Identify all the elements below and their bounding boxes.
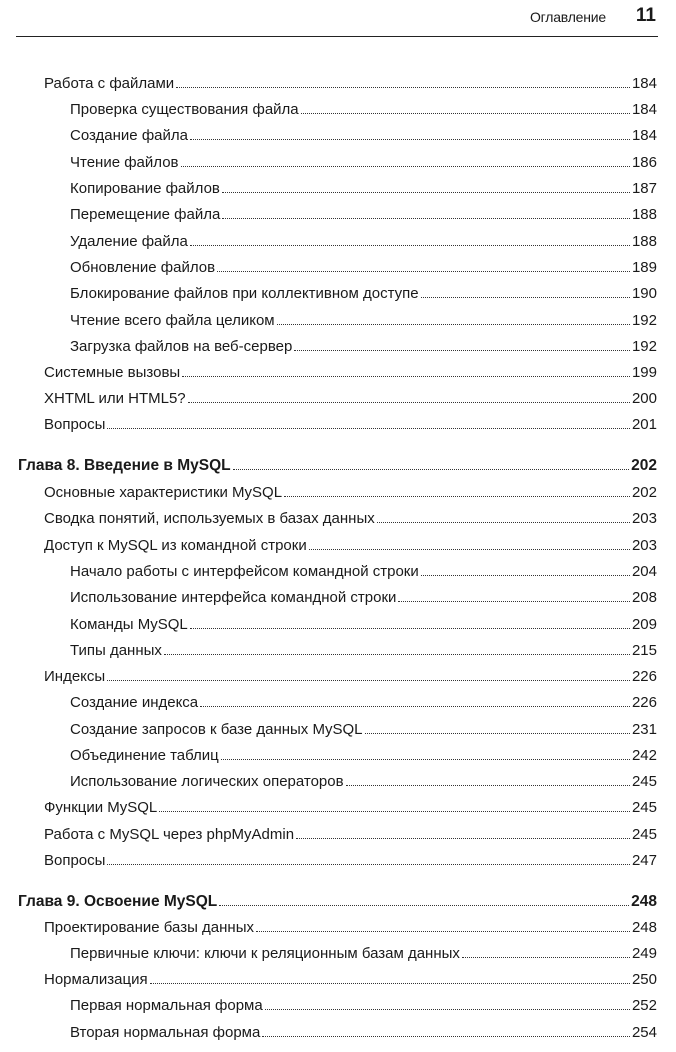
toc-entry-title: Основные характеристики MySQL	[44, 484, 283, 501]
toc-entry-page: 199	[631, 364, 657, 381]
toc-entry-page: 245	[631, 826, 657, 843]
running-header	[16, 0, 658, 37]
toc-entry-title: Создание запросов к базе данных MySQL	[70, 721, 363, 738]
toc-entry-page: 245	[631, 773, 657, 790]
toc-entry-page: 215	[631, 642, 657, 659]
toc-entry[interactable]	[70, 720, 657, 740]
toc-entry[interactable]	[70, 693, 657, 713]
toc-entry[interactable]	[70, 258, 657, 278]
toc-entry[interactable]	[44, 851, 657, 871]
toc-entry-title: Начало работы с интерфейсом командной строки	[70, 563, 419, 580]
toc-entry[interactable]	[70, 615, 657, 635]
toc-entry-page: 184	[631, 75, 657, 92]
dot-leader	[421, 575, 630, 576]
dot-leader	[107, 864, 630, 865]
toc-entry-title: Сводка понятий, используемых в базах данных	[44, 510, 375, 527]
toc-entry-page: 250	[631, 971, 657, 988]
toc-entry-title: Блокирование файлов при коллективном доступе	[70, 285, 419, 302]
toc-entry-page: 208	[631, 589, 657, 606]
toc-entry[interactable]	[70, 772, 657, 792]
toc-entry-page: 192	[631, 338, 657, 355]
toc-entry-title: Функции MySQL	[44, 799, 158, 816]
toc-entry-title: XHTML или HTML5?	[44, 390, 186, 407]
toc-entry-page: 203	[631, 510, 657, 527]
toc-entry-page: 192	[631, 312, 657, 329]
toc-entry-title: Чтение файлов	[70, 154, 179, 171]
dot-leader	[219, 905, 629, 906]
toc-entry-title: Проверка существования файла	[70, 101, 299, 118]
toc-entry-title: Доступ к MySQL из командной строки	[44, 537, 307, 554]
toc-entry-title: Копирование файлов	[70, 180, 220, 197]
toc-entry-title: Перемещение файла	[70, 206, 221, 223]
toc-entry-page: 187	[631, 180, 657, 197]
toc-entry-page: 242	[631, 747, 657, 764]
toc-entry-page: 184	[631, 101, 657, 118]
toc-entry-page: 226	[631, 694, 657, 711]
toc-entry-page: 200	[631, 390, 657, 407]
dot-leader	[190, 628, 630, 629]
toc-entry[interactable]	[44, 363, 657, 383]
toc-entry-title: Первичные ключи: ключи к реляционным базам данных	[70, 945, 460, 962]
toc-entry-page: 188	[631, 233, 657, 250]
toc-entry-title: Вопросы	[44, 852, 106, 869]
dot-leader	[233, 469, 630, 470]
dot-leader	[256, 931, 630, 932]
toc-entry[interactable]	[70, 562, 657, 582]
toc-entry-page: 254	[631, 1024, 657, 1041]
page-number: 11	[635, 5, 656, 26]
toc-entry[interactable]	[70, 232, 657, 252]
toc-entry-title: Команды MySQL	[70, 616, 188, 633]
dot-leader	[190, 245, 630, 246]
dot-leader	[164, 654, 630, 655]
dot-leader	[365, 733, 630, 734]
toc-entry-title: Глава 9. Освоение MySQL	[18, 893, 218, 910]
toc-entry-page: 202	[631, 457, 657, 474]
toc-entry-title: Нормализация	[44, 971, 148, 988]
toc-entry[interactable]	[70, 944, 657, 964]
toc-entry-title: Индексы	[44, 668, 106, 685]
toc-entry-page: 202	[631, 484, 657, 501]
toc-entry-page: 203	[631, 537, 657, 554]
dot-leader	[398, 601, 630, 602]
dot-leader	[150, 983, 630, 984]
toc-entry-title: Системные вызовы	[44, 364, 181, 381]
toc-entry-title: Чтение всего файла целиком	[70, 312, 275, 329]
toc-entry-title: Работа с файлами	[44, 75, 175, 92]
toc-entry[interactable]	[44, 74, 657, 94]
dot-leader	[200, 706, 630, 707]
toc-entry[interactable]	[44, 389, 657, 409]
dot-leader	[221, 759, 630, 760]
toc-entry[interactable]	[70, 588, 657, 608]
toc-entry[interactable]	[44, 825, 657, 845]
toc-entry-page: 249	[631, 945, 657, 962]
dot-leader	[296, 838, 630, 839]
toc-entry[interactable]	[70, 996, 657, 1016]
toc-entry[interactable]	[44, 667, 657, 687]
toc-entry[interactable]	[44, 415, 657, 435]
toc-entry-page: 248	[631, 919, 657, 936]
dot-leader	[217, 271, 630, 272]
toc-entry[interactable]	[70, 284, 657, 304]
toc-entry-title: Вторая нормальная форма	[70, 1024, 261, 1041]
dot-leader	[309, 549, 630, 550]
dot-leader	[346, 785, 630, 786]
toc-chapter-entry[interactable]	[18, 456, 657, 476]
toc-entry-title: Использование интерфейса командной строки	[70, 589, 397, 606]
toc-entry-title: Первая нормальная форма	[70, 997, 263, 1014]
toc-entry[interactable]	[44, 970, 657, 990]
toc-entry[interactable]	[70, 100, 657, 120]
dot-leader	[181, 166, 630, 167]
dot-leader	[182, 376, 630, 377]
toc-entry-page: 248	[631, 893, 657, 910]
dot-leader	[188, 402, 630, 403]
toc-entry-title: Удаление файла	[70, 233, 188, 250]
toc-entry-page: 245	[631, 799, 657, 816]
toc-entry-page: 231	[631, 721, 657, 738]
toc-entry-title: Обновление файлов	[70, 259, 216, 276]
toc-entry-page: 247	[631, 852, 657, 869]
toc-entry-page: 226	[631, 668, 657, 685]
toc-entry-page: 209	[631, 616, 657, 633]
toc-entry-page: 252	[631, 997, 657, 1014]
dot-leader	[159, 811, 630, 812]
toc-entry-page: 201	[631, 416, 657, 433]
toc-entry[interactable]	[70, 1023, 657, 1043]
toc-entry[interactable]	[44, 798, 657, 818]
dot-leader	[284, 496, 630, 497]
toc-chapter-entry[interactable]	[18, 892, 657, 912]
toc-entry[interactable]	[44, 483, 657, 503]
dot-leader	[222, 192, 630, 193]
dot-leader	[262, 1036, 630, 1037]
toc-entry-title: Проектирование базы данных	[44, 919, 254, 936]
toc-entry-page: 204	[631, 563, 657, 580]
dot-leader	[294, 350, 630, 351]
section-title: Оглавление	[529, 9, 606, 25]
dot-leader	[462, 957, 630, 958]
toc-entry[interactable]	[70, 153, 657, 173]
toc-entry[interactable]	[70, 641, 657, 661]
toc-entry-page: 190	[631, 285, 657, 302]
toc-entry[interactable]	[70, 311, 657, 331]
dot-leader	[301, 113, 630, 114]
toc-entry[interactable]	[44, 918, 657, 938]
dot-leader	[107, 428, 630, 429]
toc-entry-page: 186	[631, 154, 657, 171]
toc-entry[interactable]	[44, 509, 657, 529]
toc-entry-page: 188	[631, 206, 657, 223]
dot-leader	[107, 680, 630, 681]
dot-leader	[222, 218, 630, 219]
toc-entry-title: Использование логических операторов	[70, 773, 344, 790]
dot-leader	[190, 139, 630, 140]
toc-entry-title: Создание файла	[70, 127, 188, 144]
toc-entry[interactable]	[70, 205, 657, 225]
dot-leader	[377, 522, 630, 523]
toc-entry[interactable]	[70, 179, 657, 199]
toc-entry-title: Работа с MySQL через phpMyAdmin	[44, 826, 295, 843]
dot-leader	[176, 87, 630, 88]
toc-entry-title: Вопросы	[44, 416, 106, 433]
toc-entry-title: Типы данных	[70, 642, 162, 659]
toc-entry-title: Создание индекса	[70, 694, 199, 711]
toc-entry[interactable]	[44, 536, 657, 556]
toc-entry-title: Глава 8. Введение в MySQL	[18, 457, 231, 474]
toc-entry-page: 184	[631, 127, 657, 144]
dot-leader	[265, 1009, 630, 1010]
toc-entry-page: 189	[631, 259, 657, 276]
toc-entry-title: Объединение таблиц	[70, 747, 219, 764]
toc-entry[interactable]	[70, 126, 657, 146]
toc-entry[interactable]	[70, 746, 657, 766]
toc-entry[interactable]	[70, 337, 657, 357]
toc-entry-title: Загрузка файлов на веб-сервер	[70, 338, 293, 355]
dot-leader	[421, 297, 630, 298]
dot-leader	[277, 324, 630, 325]
